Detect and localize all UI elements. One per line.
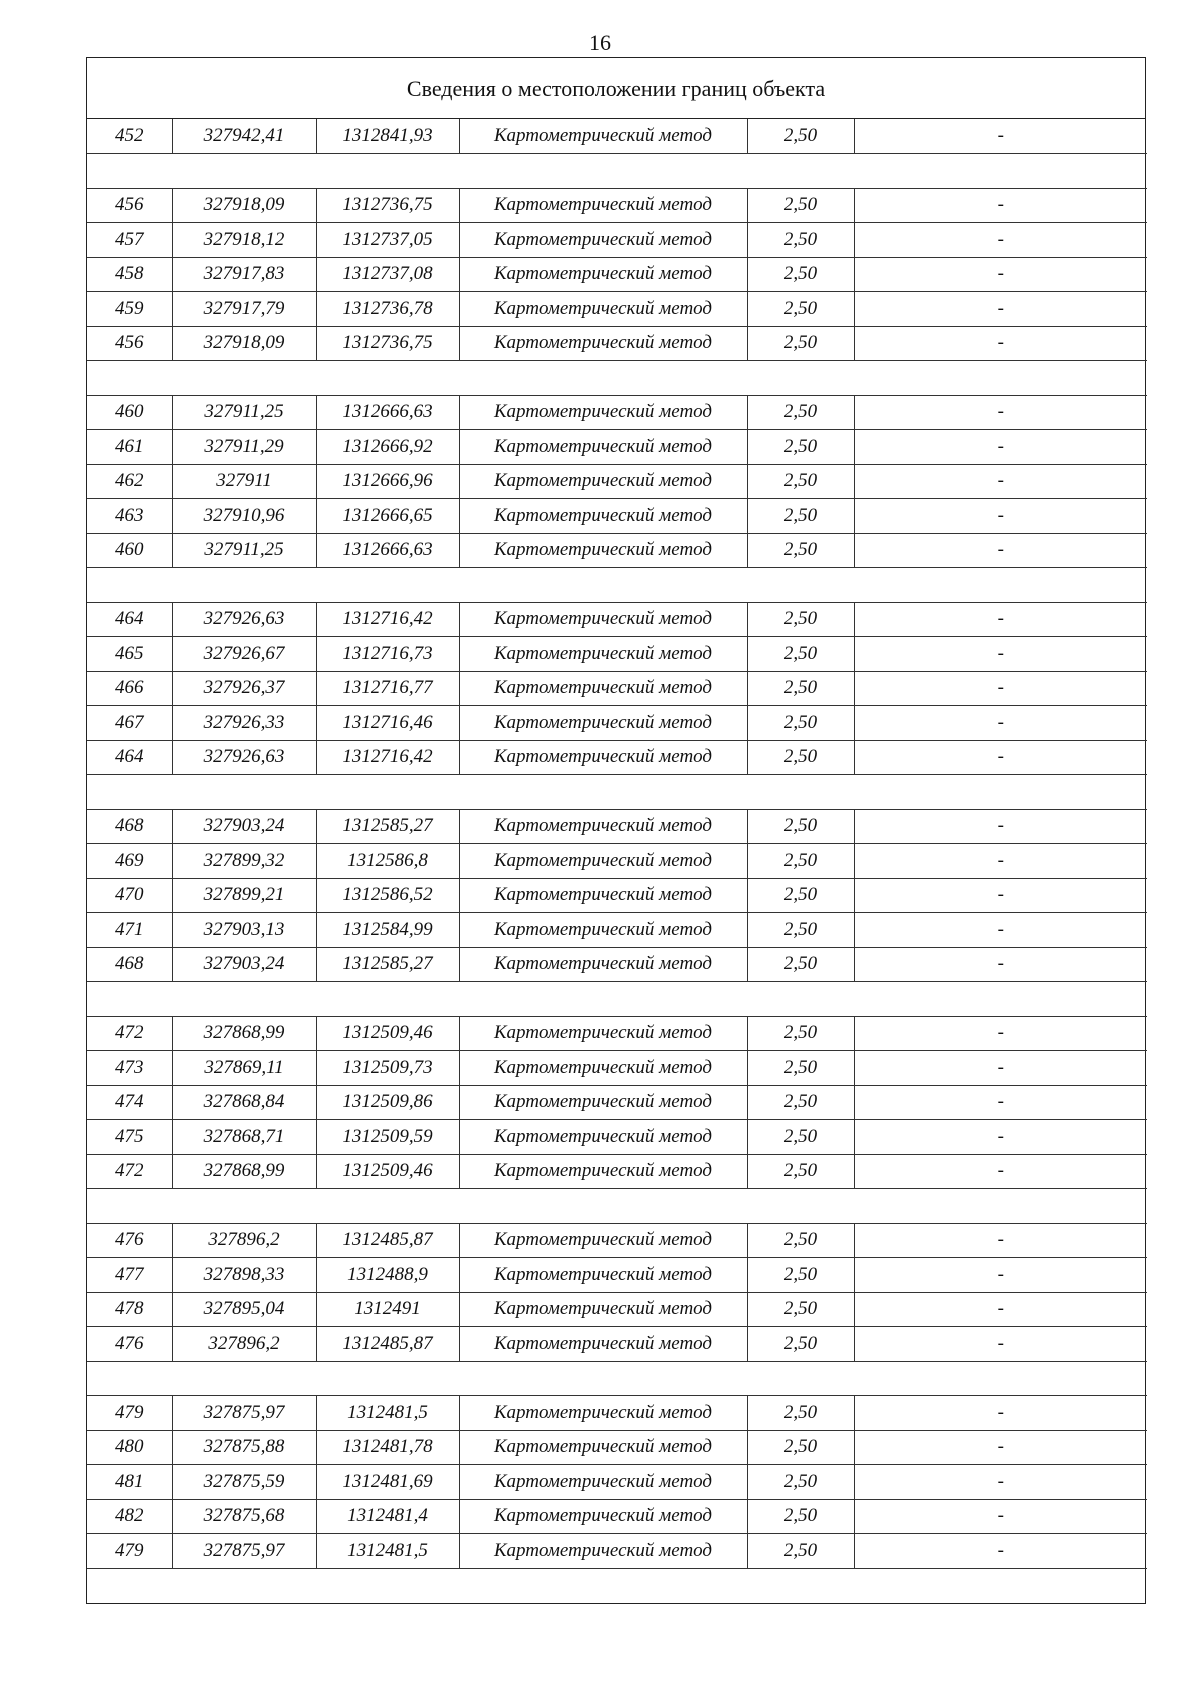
y-coordinate-cell: 1312716,42 xyxy=(316,740,459,775)
description-cell: - xyxy=(854,1154,1147,1189)
accuracy-cell: 2,50 xyxy=(747,844,854,879)
x-coordinate-cell: 327868,84 xyxy=(172,1085,316,1120)
y-coordinate-cell: 1312481,4 xyxy=(316,1499,459,1534)
accuracy-cell: 2,50 xyxy=(747,326,854,361)
y-coordinate-cell: 1312736,75 xyxy=(316,188,459,223)
accuracy-cell: 2,50 xyxy=(747,188,854,223)
accuracy-cell: 2,50 xyxy=(747,913,854,948)
method-cell: Картометрический метод xyxy=(459,395,747,430)
description-cell: - xyxy=(854,430,1147,465)
y-coordinate-cell: 1312584,99 xyxy=(316,913,459,948)
method-cell: Картометрический метод xyxy=(459,119,747,154)
table-row xyxy=(87,1120,1147,1155)
group-separator-row xyxy=(87,154,1147,189)
accuracy-cell: 2,50 xyxy=(747,395,854,430)
table-row xyxy=(87,1258,1147,1293)
description-cell: - xyxy=(854,292,1147,327)
table-row xyxy=(87,740,1147,775)
y-coordinate-cell: 1312666,96 xyxy=(316,464,459,499)
point-number-cell: 456 xyxy=(87,326,172,361)
point-number-cell: 468 xyxy=(87,947,172,982)
point-number-cell: 464 xyxy=(87,740,172,775)
point-number-cell: 477 xyxy=(87,1258,172,1293)
table-row xyxy=(87,1396,1147,1431)
table-row xyxy=(87,844,1147,879)
point-number-cell: 476 xyxy=(87,1223,172,1258)
description-cell: - xyxy=(854,740,1147,775)
point-number-cell: 472 xyxy=(87,1154,172,1189)
description-cell: - xyxy=(854,119,1147,154)
y-coordinate-cell: 1312585,27 xyxy=(316,947,459,982)
accuracy-cell: 2,50 xyxy=(747,1465,854,1500)
separator-cell xyxy=(87,1189,1147,1224)
method-cell: Картометрический метод xyxy=(459,188,747,223)
method-cell: Картометрический метод xyxy=(459,1396,747,1431)
accuracy-cell: 2,50 xyxy=(747,740,854,775)
point-number-cell: 457 xyxy=(87,223,172,258)
table-row xyxy=(87,1327,1147,1362)
separator-cell xyxy=(87,361,1147,396)
x-coordinate-cell: 327926,67 xyxy=(172,637,316,672)
table-row xyxy=(87,602,1147,637)
table-row xyxy=(87,395,1147,430)
method-cell: Картометрический метод xyxy=(459,740,747,775)
x-coordinate-cell: 327903,13 xyxy=(172,913,316,948)
description-cell: - xyxy=(854,1258,1147,1293)
method-cell: Картометрический метод xyxy=(459,1292,747,1327)
method-cell: Картометрический метод xyxy=(459,706,747,741)
description-cell: - xyxy=(854,671,1147,706)
point-number-cell: 463 xyxy=(87,499,172,534)
description-cell: - xyxy=(854,223,1147,258)
description-cell: - xyxy=(854,1396,1147,1431)
method-cell: Картометрический метод xyxy=(459,257,747,292)
table-row xyxy=(87,430,1147,465)
point-number-cell: 466 xyxy=(87,671,172,706)
point-number-cell: 475 xyxy=(87,1120,172,1155)
y-coordinate-cell: 1312586,8 xyxy=(316,844,459,879)
method-cell: Картометрический метод xyxy=(459,913,747,948)
table-row xyxy=(87,878,1147,913)
y-coordinate-cell: 1312509,59 xyxy=(316,1120,459,1155)
table-row xyxy=(87,257,1147,292)
y-coordinate-cell: 1312485,87 xyxy=(316,1327,459,1362)
description-cell: - xyxy=(854,1223,1147,1258)
y-coordinate-cell: 1312481,5 xyxy=(316,1396,459,1431)
point-number-cell: 452 xyxy=(87,119,172,154)
x-coordinate-cell: 327903,24 xyxy=(172,809,316,844)
table-row xyxy=(87,637,1147,672)
x-coordinate-cell: 327899,32 xyxy=(172,844,316,879)
accuracy-cell: 2,50 xyxy=(747,1120,854,1155)
y-coordinate-cell: 1312509,46 xyxy=(316,1154,459,1189)
table-row xyxy=(87,1016,1147,1051)
method-cell: Картометрический метод xyxy=(459,1534,747,1569)
accuracy-cell: 2,50 xyxy=(747,809,854,844)
y-coordinate-cell: 1312737,08 xyxy=(316,257,459,292)
table-row xyxy=(87,706,1147,741)
method-cell: Картометрический метод xyxy=(459,671,747,706)
point-number-cell: 476 xyxy=(87,1327,172,1362)
x-coordinate-cell: 327911,25 xyxy=(172,395,316,430)
method-cell: Картометрический метод xyxy=(459,878,747,913)
table-row xyxy=(87,326,1147,361)
accuracy-cell: 2,50 xyxy=(747,878,854,913)
description-cell: - xyxy=(854,1465,1147,1500)
method-cell: Картометрический метод xyxy=(459,844,747,879)
accuracy-cell: 2,50 xyxy=(747,1430,854,1465)
x-coordinate-cell: 327875,88 xyxy=(172,1430,316,1465)
method-cell: Картометрический метод xyxy=(459,223,747,258)
separator-cell xyxy=(87,568,1147,603)
accuracy-cell: 2,50 xyxy=(747,464,854,499)
description-cell: - xyxy=(854,1051,1147,1086)
method-cell: Картометрический метод xyxy=(459,1258,747,1293)
y-coordinate-cell: 1312585,27 xyxy=(316,809,459,844)
accuracy-cell: 2,50 xyxy=(747,671,854,706)
y-coordinate-cell: 1312716,77 xyxy=(316,671,459,706)
x-coordinate-cell: 327918,09 xyxy=(172,188,316,223)
group-separator-row xyxy=(87,1568,1147,1603)
accuracy-cell: 2,50 xyxy=(747,533,854,568)
description-cell: - xyxy=(854,499,1147,534)
x-coordinate-cell: 327903,24 xyxy=(172,947,316,982)
table-row xyxy=(87,119,1147,154)
description-cell: - xyxy=(854,1499,1147,1534)
y-coordinate-cell: 1312666,65 xyxy=(316,499,459,534)
table-row xyxy=(87,1499,1147,1534)
description-cell: - xyxy=(854,1327,1147,1362)
accuracy-cell: 2,50 xyxy=(747,292,854,327)
group-separator-row xyxy=(87,568,1147,603)
y-coordinate-cell: 1312481,5 xyxy=(316,1534,459,1569)
method-cell: Картометрический метод xyxy=(459,947,747,982)
description-cell: - xyxy=(854,257,1147,292)
description-cell: - xyxy=(854,326,1147,361)
accuracy-cell: 2,50 xyxy=(747,1292,854,1327)
x-coordinate-cell: 327926,33 xyxy=(172,706,316,741)
table-row xyxy=(87,913,1147,948)
x-coordinate-cell: 327868,71 xyxy=(172,1120,316,1155)
x-coordinate-cell: 327875,68 xyxy=(172,1499,316,1534)
method-cell: Картометрический метод xyxy=(459,533,747,568)
x-coordinate-cell: 327895,04 xyxy=(172,1292,316,1327)
accuracy-cell: 2,50 xyxy=(747,499,854,534)
point-number-cell: 474 xyxy=(87,1085,172,1120)
x-coordinate-cell: 327910,96 xyxy=(172,499,316,534)
table-row xyxy=(87,1051,1147,1086)
description-cell: - xyxy=(854,1120,1147,1155)
accuracy-cell: 2,50 xyxy=(747,1051,854,1086)
table-row xyxy=(87,809,1147,844)
method-cell: Картометрический метод xyxy=(459,1430,747,1465)
point-number-cell: 473 xyxy=(87,1051,172,1086)
method-cell: Картометрический метод xyxy=(459,430,747,465)
separator-cell xyxy=(87,1361,1147,1396)
method-cell: Картометрический метод xyxy=(459,1223,747,1258)
accuracy-cell: 2,50 xyxy=(747,257,854,292)
group-separator-row xyxy=(87,361,1147,396)
table-row xyxy=(87,499,1147,534)
x-coordinate-cell: 327875,59 xyxy=(172,1465,316,1500)
accuracy-cell: 2,50 xyxy=(747,1223,854,1258)
y-coordinate-cell: 1312485,87 xyxy=(316,1223,459,1258)
x-coordinate-cell: 327875,97 xyxy=(172,1534,316,1569)
method-cell: Картометрический метод xyxy=(459,1085,747,1120)
point-number-cell: 456 xyxy=(87,188,172,223)
description-cell: - xyxy=(854,602,1147,637)
table-row xyxy=(87,1292,1147,1327)
group-separator-row xyxy=(87,1361,1147,1396)
y-coordinate-cell: 1312716,73 xyxy=(316,637,459,672)
accuracy-cell: 2,50 xyxy=(747,1085,854,1120)
x-coordinate-cell: 327899,21 xyxy=(172,878,316,913)
description-cell: - xyxy=(854,706,1147,741)
description-cell: - xyxy=(854,1430,1147,1465)
y-coordinate-cell: 1312509,73 xyxy=(316,1051,459,1086)
page-number: 16 xyxy=(589,30,611,55)
point-number-cell: 479 xyxy=(87,1534,172,1569)
description-cell: - xyxy=(854,844,1147,879)
x-coordinate-cell: 327918,09 xyxy=(172,326,316,361)
description-cell: - xyxy=(854,533,1147,568)
accuracy-cell: 2,50 xyxy=(747,1534,854,1569)
accuracy-cell: 2,50 xyxy=(747,1327,854,1362)
accuracy-cell: 2,50 xyxy=(747,1258,854,1293)
method-cell: Картометрический метод xyxy=(459,326,747,361)
x-coordinate-cell: 327926,63 xyxy=(172,740,316,775)
accuracy-cell: 2,50 xyxy=(747,1396,854,1431)
description-cell: - xyxy=(854,1085,1147,1120)
description-cell: - xyxy=(854,809,1147,844)
point-number-cell: 482 xyxy=(87,1499,172,1534)
x-coordinate-cell: 327911 xyxy=(172,464,316,499)
table-row xyxy=(87,223,1147,258)
point-number-cell: 479 xyxy=(87,1396,172,1431)
boundary-coordinates-table xyxy=(87,119,1147,1603)
description-cell: - xyxy=(854,913,1147,948)
method-cell: Картометрический метод xyxy=(459,1465,747,1500)
table-row xyxy=(87,671,1147,706)
y-coordinate-cell: 1312736,75 xyxy=(316,326,459,361)
description-cell: - xyxy=(854,1534,1147,1569)
x-coordinate-cell: 327898,33 xyxy=(172,1258,316,1293)
y-coordinate-cell: 1312716,46 xyxy=(316,706,459,741)
x-coordinate-cell: 327911,25 xyxy=(172,533,316,568)
description-cell: - xyxy=(854,464,1147,499)
point-number-cell: 471 xyxy=(87,913,172,948)
description-cell: - xyxy=(854,1016,1147,1051)
method-cell: Картометрический метод xyxy=(459,292,747,327)
y-coordinate-cell: 1312666,63 xyxy=(316,533,459,568)
point-number-cell: 468 xyxy=(87,809,172,844)
accuracy-cell: 2,50 xyxy=(747,119,854,154)
table-row xyxy=(87,533,1147,568)
method-cell: Картометрический метод xyxy=(459,464,747,499)
accuracy-cell: 2,50 xyxy=(747,947,854,982)
x-coordinate-cell: 327917,79 xyxy=(172,292,316,327)
x-coordinate-cell: 327926,63 xyxy=(172,602,316,637)
y-coordinate-cell: 1312481,78 xyxy=(316,1430,459,1465)
x-coordinate-cell: 327869,11 xyxy=(172,1051,316,1086)
point-number-cell: 459 xyxy=(87,292,172,327)
x-coordinate-cell: 327917,83 xyxy=(172,257,316,292)
method-cell: Картометрический метод xyxy=(459,602,747,637)
accuracy-cell: 2,50 xyxy=(747,1154,854,1189)
table-row xyxy=(87,1430,1147,1465)
x-coordinate-cell: 327896,2 xyxy=(172,1327,316,1362)
point-number-cell: 462 xyxy=(87,464,172,499)
y-coordinate-cell: 1312509,86 xyxy=(316,1085,459,1120)
group-separator-row xyxy=(87,982,1147,1017)
method-cell: Картометрический метод xyxy=(459,1327,747,1362)
point-number-cell: 469 xyxy=(87,844,172,879)
x-coordinate-cell: 327896,2 xyxy=(172,1223,316,1258)
y-coordinate-cell: 1312509,46 xyxy=(316,1016,459,1051)
table-row xyxy=(87,947,1147,982)
y-coordinate-cell: 1312737,05 xyxy=(316,223,459,258)
method-cell: Картометрический метод xyxy=(459,809,747,844)
point-number-cell: 480 xyxy=(87,1430,172,1465)
accuracy-cell: 2,50 xyxy=(747,637,854,672)
point-number-cell: 481 xyxy=(87,1465,172,1500)
separator-cell xyxy=(87,154,1147,189)
description-cell: - xyxy=(854,395,1147,430)
separator-cell xyxy=(87,1568,1147,1603)
table-title: Сведения о местоположении границ объекта xyxy=(87,58,1145,119)
accuracy-cell: 2,50 xyxy=(747,1499,854,1534)
description-cell: - xyxy=(854,878,1147,913)
x-coordinate-cell: 327918,12 xyxy=(172,223,316,258)
table-row xyxy=(87,1085,1147,1120)
point-number-cell: 470 xyxy=(87,878,172,913)
y-coordinate-cell: 1312666,92 xyxy=(316,430,459,465)
description-cell: - xyxy=(854,947,1147,982)
accuracy-cell: 2,50 xyxy=(747,706,854,741)
accuracy-cell: 2,50 xyxy=(747,430,854,465)
method-cell: Картометрический метод xyxy=(459,637,747,672)
separator-cell xyxy=(87,775,1147,810)
table-row xyxy=(87,1223,1147,1258)
description-cell: - xyxy=(854,188,1147,223)
table-body xyxy=(87,119,1147,1603)
method-cell: Картометрический метод xyxy=(459,1499,747,1534)
point-number-cell: 461 xyxy=(87,430,172,465)
separator-cell xyxy=(87,982,1147,1017)
method-cell: Картометрический метод xyxy=(459,1016,747,1051)
table-row xyxy=(87,464,1147,499)
description-cell: - xyxy=(854,1292,1147,1327)
y-coordinate-cell: 1312666,63 xyxy=(316,395,459,430)
y-coordinate-cell: 1312491 xyxy=(316,1292,459,1327)
y-coordinate-cell: 1312481,69 xyxy=(316,1465,459,1500)
x-coordinate-cell: 327911,29 xyxy=(172,430,316,465)
accuracy-cell: 2,50 xyxy=(747,1016,854,1051)
group-separator-row xyxy=(87,1189,1147,1224)
y-coordinate-cell: 1312586,52 xyxy=(316,878,459,913)
x-coordinate-cell: 327875,97 xyxy=(172,1396,316,1431)
point-number-cell: 464 xyxy=(87,602,172,637)
y-coordinate-cell: 1312488,9 xyxy=(316,1258,459,1293)
method-cell: Картометрический метод xyxy=(459,1154,747,1189)
table-row xyxy=(87,1465,1147,1500)
x-coordinate-cell: 327926,37 xyxy=(172,671,316,706)
method-cell: Картометрический метод xyxy=(459,1120,747,1155)
accuracy-cell: 2,50 xyxy=(747,223,854,258)
table-row xyxy=(87,188,1147,223)
table-row xyxy=(87,292,1147,327)
point-number-cell: 467 xyxy=(87,706,172,741)
x-coordinate-cell: 327868,99 xyxy=(172,1154,316,1189)
method-cell: Картометрический метод xyxy=(459,1051,747,1086)
boundary-table-sheet xyxy=(86,57,1146,1604)
accuracy-cell: 2,50 xyxy=(747,602,854,637)
table-row xyxy=(87,1534,1147,1569)
x-coordinate-cell: 327868,99 xyxy=(172,1016,316,1051)
group-separator-row xyxy=(87,775,1147,810)
description-cell: - xyxy=(854,637,1147,672)
y-coordinate-cell: 1312716,42 xyxy=(316,602,459,637)
y-coordinate-cell: 1312841,93 xyxy=(316,119,459,154)
point-number-cell: 460 xyxy=(87,533,172,568)
point-number-cell: 472 xyxy=(87,1016,172,1051)
point-number-cell: 465 xyxy=(87,637,172,672)
point-number-cell: 458 xyxy=(87,257,172,292)
table-row xyxy=(87,1154,1147,1189)
method-cell: Картометрический метод xyxy=(459,499,747,534)
point-number-cell: 478 xyxy=(87,1292,172,1327)
y-coordinate-cell: 1312736,78 xyxy=(316,292,459,327)
point-number-cell: 460 xyxy=(87,395,172,430)
x-coordinate-cell: 327942,41 xyxy=(172,119,316,154)
